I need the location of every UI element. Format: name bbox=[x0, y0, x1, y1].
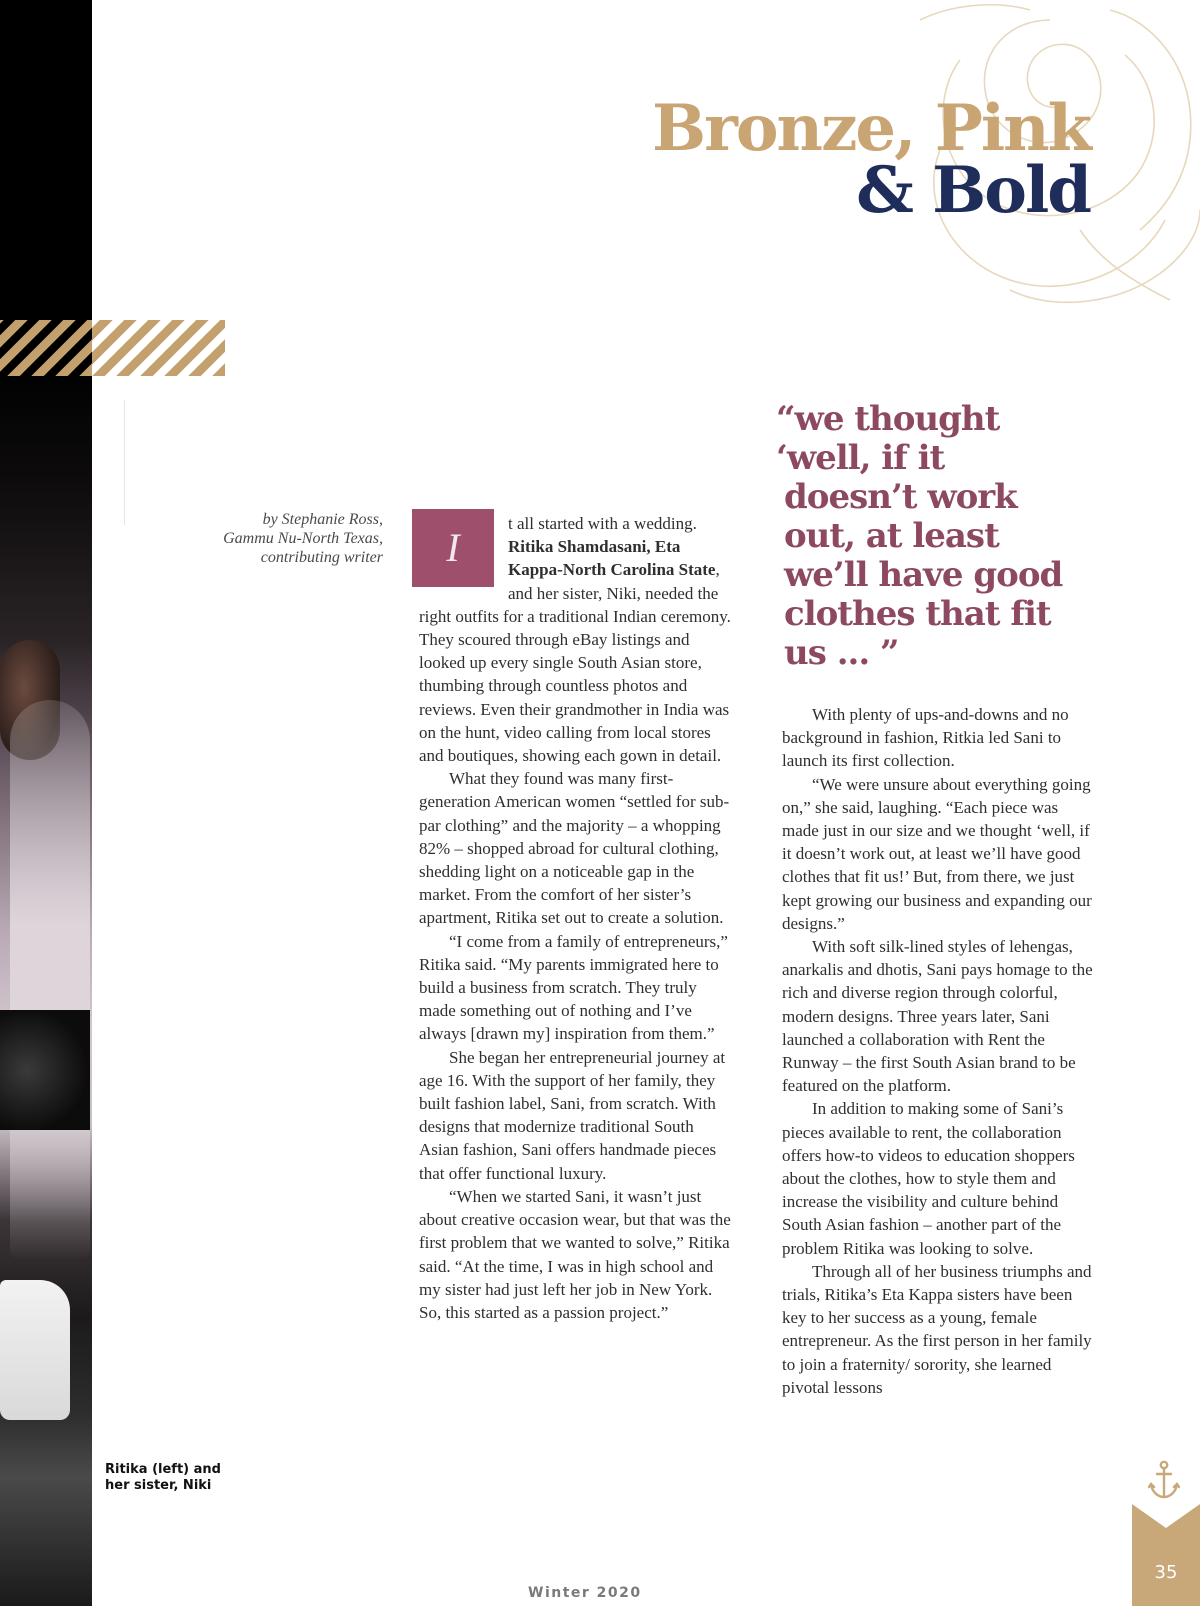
paragraph: “We were unsure about everything going on,” she said, laughing. “Each piece was made just in our size and we thought ‘well, if it doesn’t work out, at least we’ll have good clothes that fit us!’ But, from there, we just kept growing our business and expanding our designs.” bbox=[782, 774, 1092, 933]
pull-quote-line: out, at least bbox=[784, 516, 999, 556]
lead-after: , and her sister, Niki, needed the right outfits for a traditional Indian ceremony. They scoured through eBay listings and looked up every single South Asian store, thumbing through countless photos and reviews. Even their grandmother in India was on the hunt, video calling from local stores and boutiques, showing each gown in detail. bbox=[419, 560, 731, 766]
anchor-icon bbox=[1148, 1460, 1180, 1500]
decorative-stripes-dark bbox=[0, 320, 92, 376]
pull-quote-line: clothes that fit bbox=[784, 594, 1051, 634]
paragraph: “When we started Sani, it wasn’t just about creative occasion wear, but that was the first problem that we wanted to solve,” Ritika said. “At the time, I was in high school and my sister had just left her job in New York. So, this started as a passion project.” bbox=[419, 1186, 731, 1322]
article-title bbox=[652, 91, 1090, 228]
page-tab-notch bbox=[1132, 1504, 1200, 1528]
byline-chapter: Gammu Nu-North Texas, bbox=[223, 530, 383, 547]
paragraph: With plenty of ups-and-downs and no background in fashion, Ritkia led Sani to launch its first collection. bbox=[782, 705, 1069, 771]
pull-quote-line: us ... ” bbox=[784, 633, 899, 673]
caption-line: her sister, Niki bbox=[105, 1478, 212, 1493]
pull-quote-line: ‘well, if it bbox=[776, 438, 945, 478]
page-number: 35 bbox=[1154, 1562, 1178, 1583]
article-column-1 bbox=[419, 512, 731, 1324]
pull-quote-line: doesn’t work bbox=[784, 477, 1017, 517]
photo-gown bbox=[10, 700, 90, 1260]
decorative-stripes bbox=[0, 320, 225, 376]
page-tab bbox=[1132, 1504, 1200, 1606]
pull-quote-line: we’ll have good bbox=[784, 555, 1063, 595]
photo-cloth bbox=[0, 1280, 70, 1420]
dropcap: I bbox=[412, 509, 494, 587]
cover-photo-strip bbox=[0, 0, 92, 1606]
caption-line: Ritika (left) and bbox=[105, 1462, 221, 1477]
lead-before: t all started with a wedding. bbox=[508, 514, 697, 533]
issue-footer: Winter 2020 bbox=[528, 1585, 642, 1601]
byline-role: contributing writer bbox=[260, 549, 383, 566]
paragraph: With soft silk-lined styles of lehengas, anarkalis and dhotis, Sani pays homage to the rich and diverse region through colorful, modern designs. Three years later, Sani launched a collaboration with Rent the Runway – the first South Asian brand to be featured on the platform. bbox=[782, 937, 1093, 1096]
byline bbox=[170, 510, 383, 567]
pull-quote bbox=[776, 400, 1106, 673]
photo-caption bbox=[105, 1462, 245, 1494]
lead-paragraph bbox=[419, 512, 731, 767]
paragraph: Through all of her business triumphs and trials, Ritika’s Eta Kappa sisters have been key to her success as a young, female entrepreneur. As the first person in her family to join a fraternity/ sorority, she learned pivotal lessons bbox=[782, 1261, 1092, 1397]
photo-speaker bbox=[0, 1010, 90, 1130]
divider bbox=[124, 400, 125, 525]
paragraph: “I come from a family of entrepreneurs,” Ritika said. “My parents immigrated here to build a business from scratch. They truly made something out of nothing and I’ve always [drawn my] inspiration from them.” bbox=[419, 931, 728, 1044]
article-column-2 bbox=[782, 703, 1097, 1399]
paragraph: In addition to making some of Sani’s pieces available to rent, the collaboration offers how-to videos to education shoppers about the clothes, how to style them and increase the visibility and culture behind South Asian fashion – another part of the problem Ritika was looking to solve. bbox=[782, 1099, 1075, 1258]
pull-quote-line: “we thought bbox=[776, 399, 1000, 439]
byline-author: by Stephanie Ross, bbox=[262, 511, 383, 528]
paragraph: What they found was many first-generation American women “settled for sub-par clothing” and the majority – a whopping 82% – shopped abroad for cultural clothing, shedding light on a noticeable gap in the market. From the comfort of her sister’s apartment, Ritika set out to create a solution. bbox=[419, 769, 730, 928]
lead-bold: Ritika Shamdasani, Eta Kappa-North Carolina State bbox=[508, 537, 716, 580]
paragraph: She began her entrepreneurial journey at age 16. With the support of her family, they built fashion label, Sani, from scratch. With designs that modernize traditional South Asian fashion, Sani offers handmade pieces that offer functional luxury. bbox=[419, 1047, 726, 1183]
title-line-1: Bronze, Pink bbox=[652, 91, 1090, 166]
title-line-2: & Bold bbox=[856, 152, 1090, 228]
